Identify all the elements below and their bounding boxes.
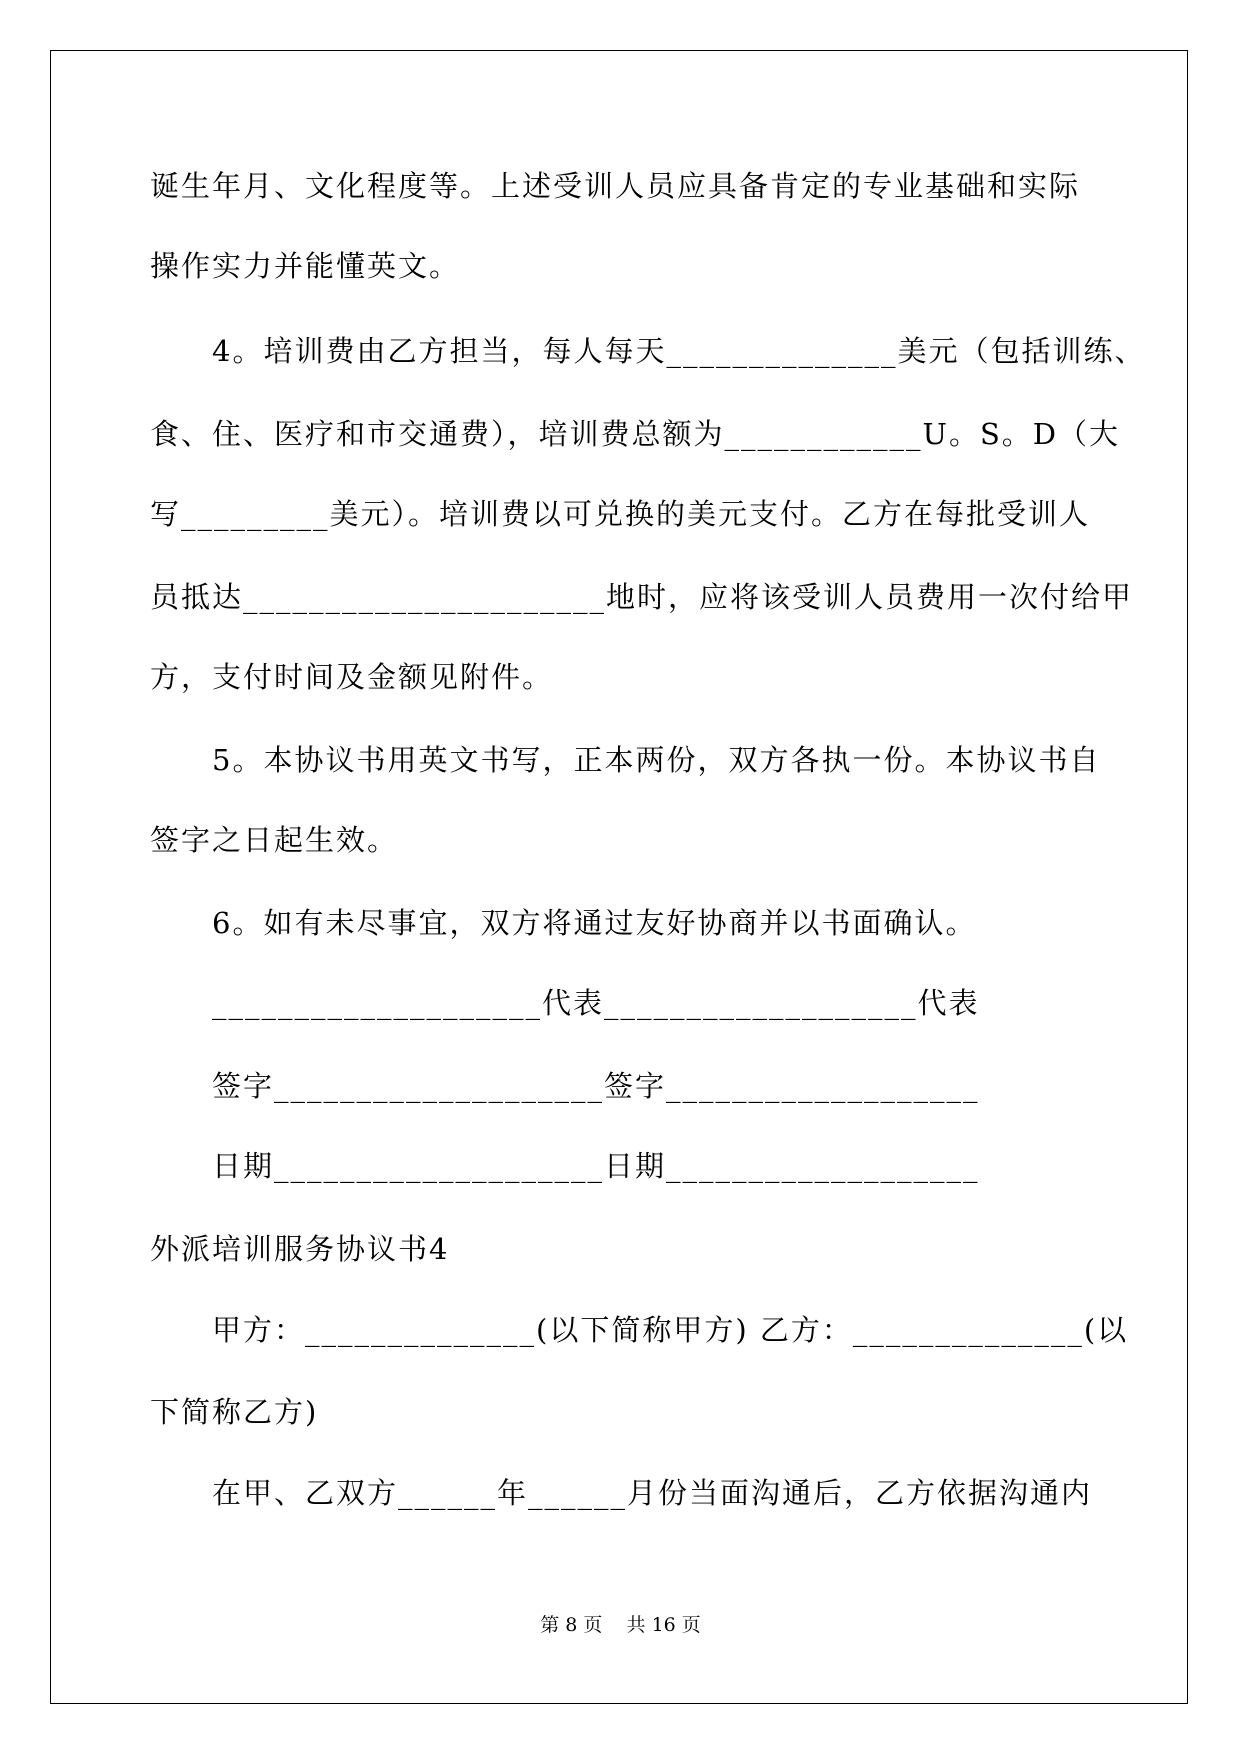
parties-line: 甲方：______________(以下简称甲方) 乙方：______________(以 xyxy=(212,1313,1129,1347)
page-border xyxy=(50,50,1188,1704)
clause-4-line: 4。培训费由乙方担当，每人每天______________美元（包括训练、 xyxy=(212,334,1146,368)
page-number: 第 8 页 共 16 页 xyxy=(540,1614,701,1636)
signature-date-line: 日期____________________日期___________________ xyxy=(212,1149,980,1183)
clause-5-line: 5。本协议书用英文书写，正本两份，双方各执一份。本协议书自 xyxy=(212,743,1101,777)
clause-4-line: 写_________美元）。培训费以可兑换的美元支付。乙方在每批受训人 xyxy=(150,497,1091,531)
clause-6-line: 6。如有未尽事宜，双方将通过友好协商并以书面确认。 xyxy=(212,906,977,940)
signature-sign-line: 签字____________________签字___________________ xyxy=(212,1069,980,1103)
signature-representative-line: ____________________代表___________________代表 xyxy=(212,986,980,1020)
paragraph-line: 操作实力并能懂英文。 xyxy=(150,249,461,283)
clause-4-line: 方，支付时间及金额见附件。 xyxy=(150,660,554,694)
section-title: 外派培训服务协议书4 xyxy=(150,1232,450,1266)
clause-4-line: 食、住、医疗和市交通费），培训费总额为____________U。S。D（大 xyxy=(150,417,1121,451)
paragraph-line: 在甲、乙双方______年______月份当面沟通后，乙方依据沟通内 xyxy=(212,1476,1093,1510)
parties-line: 下简称乙方) xyxy=(150,1395,319,1429)
clause-4-line: 员抵达______________________地时，应将该受训人员费用一次付给甲 xyxy=(150,580,1134,614)
clause-5-line: 签字之日起生效。 xyxy=(150,823,399,857)
paragraph-line: 诞生年月、文化程度等。上述受训人员应具备肯定的专业基础和实际 xyxy=(150,169,1081,203)
